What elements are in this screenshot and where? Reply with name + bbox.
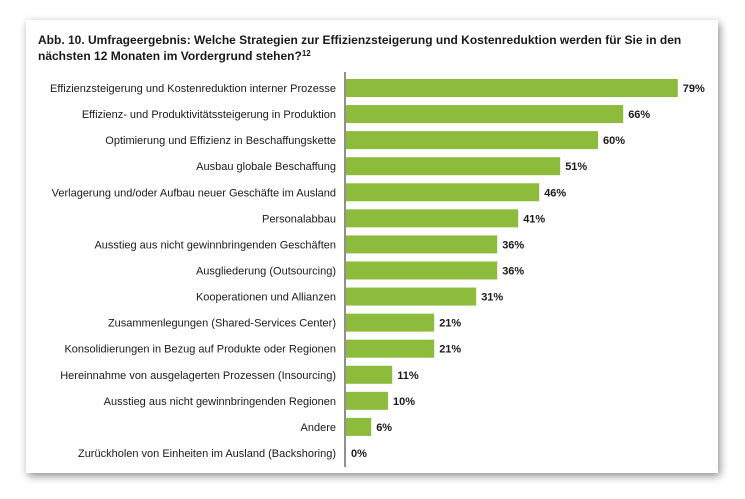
value-label: 21% (439, 317, 462, 330)
bar (346, 288, 476, 306)
value-label: 46% (544, 187, 567, 200)
category-label: Ausbau globale Beschaffung (196, 161, 336, 174)
bar (346, 314, 434, 332)
bar (346, 392, 388, 410)
category-label: Zurückholen von Einheiten im Ausland (Backshoring) (77, 447, 336, 460)
category-label: Zusammenlegungen (Shared-Services Center) (107, 317, 336, 330)
bar-chart (26, 20, 718, 473)
value-label: 21% (439, 343, 462, 356)
category-label: Hereinnahme von ausgelagerten Prozessen (Insourcing) (60, 369, 336, 382)
category-label: Andere (300, 421, 336, 434)
value-label: 41% (523, 213, 546, 226)
footnote-reference: 12 (301, 49, 311, 58)
bar (346, 340, 434, 358)
value-label: 10% (393, 395, 416, 408)
bar (346, 366, 392, 384)
bar (346, 183, 539, 201)
category-label: Ausstieg aus nicht gewinnbringenden Geschäften (94, 239, 336, 252)
category-label: Optimierung und Effizienz in Beschaffungskette (105, 135, 336, 148)
value-label: 51% (565, 161, 588, 174)
value-label: 36% (502, 265, 525, 278)
bar (346, 131, 598, 149)
value-label: 36% (502, 239, 525, 252)
value-label: 31% (481, 291, 504, 304)
category-label: Ausgliederung (Outsourcing) (195, 265, 336, 278)
category-label: Verlagerung und/oder Aufbau neuer Geschäfte im Ausland (51, 187, 336, 200)
bar (346, 261, 497, 279)
category-label: Effizienz- und Produktivitätssteigerung in Produktion (81, 109, 336, 122)
category-label: Kooperationen und Allianzen (195, 291, 336, 304)
category-label: Konsolidierungen in Bezug auf Produkte oder Regionen (64, 343, 336, 356)
bar (346, 105, 623, 123)
category-label: Effizienzsteigerung und Kostenreduktion interner Prozesse (50, 83, 336, 95)
category-label: Ausstieg aus nicht gewinnbringenden Regionen (103, 395, 336, 408)
value-label: 11% (397, 369, 419, 382)
value-label: 60% (603, 135, 626, 148)
value-label: 66% (628, 109, 651, 122)
bar (346, 79, 678, 97)
bar (346, 418, 371, 436)
value-label: 79% (682, 83, 705, 95)
bar (346, 157, 560, 175)
value-label: 6% (376, 421, 393, 434)
figure-card (26, 20, 718, 473)
category-label: Personalabbau (261, 213, 336, 226)
bar (346, 235, 497, 253)
figure-title-text: Abb. 10. Umfrageergebnis: Welche Strategien zur Effizienzsteigerung und Kostenreduktion werden für Sie in den nächsten 12 Monaten im Vordergrund stehen? (38, 33, 682, 63)
bar (346, 209, 518, 227)
value-label: 0% (351, 447, 367, 460)
